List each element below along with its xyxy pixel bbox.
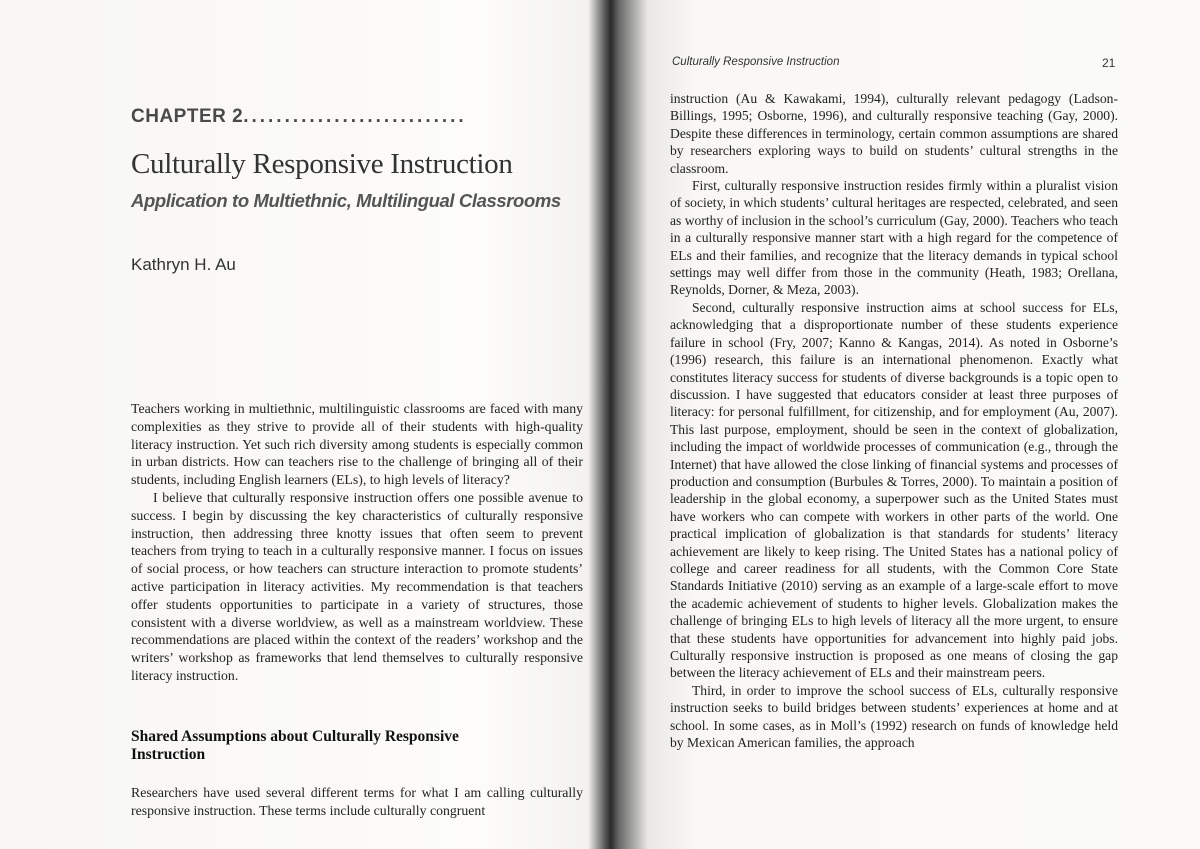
intro-text: [131, 400, 583, 685]
running-head: Culturally Responsive Instruction: [672, 56, 840, 68]
body-paragraph: First, culturally responsive instruction resides firmly within a pluralist vision of society, in which students’ cultural heritages are respected, celebrated, and seen as worthy of inclusion in the school’s curriculum (Gay, 2000). Teachers who teach in a culturally responsive manner start with a high regard for the competence of ELs and their families, and recognize that the literacy demands in typical school settings may well differ from those in the community (Heath, 1983; Orellana, Reynolds, Dorner, & Meza, 2003).: [670, 178, 1118, 298]
right-page: [620, 0, 1200, 849]
chapter-author: Kathryn H. Au: [131, 255, 236, 274]
intro-paragraph-1: Teachers working in multiethnic, multilinguistic classrooms are faced with many complexities as they strive to provide all of their students with high-quality literacy instruction. Yet such rich diversity among students is especially common in urban districts. How can teachers rise to the challenge of bringing all of their students, including English learners (ELs), to high levels of literacy?: [131, 401, 583, 488]
section-heading: Shared Assumptions about Culturally Responsive Instruction: [131, 728, 459, 763]
right-page-text: [670, 90, 1118, 751]
section-text: [131, 784, 583, 820]
body-paragraph: Third, in order to improve the school success of ELs, culturally responsive instruction seeks to build bridges between students’ experiences at home and at school. In some cases, as in Moll’s (1992) research on funds of knowledge held by Mexican American families, the approach: [670, 682, 1118, 751]
chapter-subtitle: Application to Multiethnic, Multilingual Classrooms: [131, 190, 561, 211]
chapter-label: CHAPTER 2...........................: [131, 106, 467, 127]
section-paragraph: Researchers have used several different terms for what I am calling culturally responsive instruction. These terms include culturally congruent: [131, 785, 583, 818]
chapter-title: Culturally Responsive Instruction: [131, 148, 513, 180]
page-number: 21: [1102, 56, 1116, 70]
chapter-dot-leader: ...........................: [243, 106, 467, 127]
body-paragraph: Second, culturally responsive instruction aims at school success for ELs, acknowledging that a disproportionate number of these students experience failure in school (Fry, 2007; Kanno & Kangas, 2014). As noted in Osborne’s (1996) research, this failure is an international phenomenon. Exactly what constitutes literacy success for students of diverse backgrounds is a topic open to discussion. I have suggested that educators consider at least three purposes of literacy: for personal fulfillment, for citizenship, and for employment (Au, 2007). This last purpose, employment, should be seen in the context of globalization, including the impact of worldwide processes of communication (e.g., through the Internet) that have allowed the close linking of financial systems and processes of production and consumption (Burbules & Torres, 2000). To maintain a position of leadership in the global economy, a superpower such as the United States must have workers who can compete with workers in other parts of the world. One practical implication of globalization is that standards for students’ literacy achievement are likely to keep rising. The United States has a national policy of college and career readiness for all students, with the Common Core State Standards Initiative (2010) serving as an example of a large-scale effort to move the academic achievement of students to higher levels. Globalization makes the challenge of bringing ELs to high levels of literacy all the more urgent, to ensure that these students have opportunities for advancement into highly paid jobs. Culturally responsive instruction is proposed as one means of closing the gap between the literacy achievement of ELs and their mainstream peers.: [670, 299, 1118, 681]
body-paragraph: instruction (Au & Kawakami, 1994), culturally relevant pedagogy (Ladson-Billings, 1995; Osborne, 1996), and culturally responsive teaching (Gay, 2000). Despite these differences in terminology, certain common assumptions are shared by researchers exploring ways to build on students’ cultural strengths in the classroom.: [670, 91, 1118, 176]
intro-paragraph-2: I believe that culturally responsive instruction offers one possible avenue to success. I begin by discussing the key characteristics of culturally responsive instruction, then addressing three knotty issues that often seem to prevent teachers from trying to teach in a culturally responsive manner. I focus on issues of social process, or how teachers can structure interaction to promote students’ active participation in literacy activities. My recommendation is that teachers offer students opportunities to participate in a variety of structures, those consistent with a diverse worldview, as well as a mainstream worldview. These recommendations are placed within the context of the readers’ workshop and the writers’ workshop as frameworks that lend themselves to culturally responsive literacy instruction.: [131, 489, 583, 683]
